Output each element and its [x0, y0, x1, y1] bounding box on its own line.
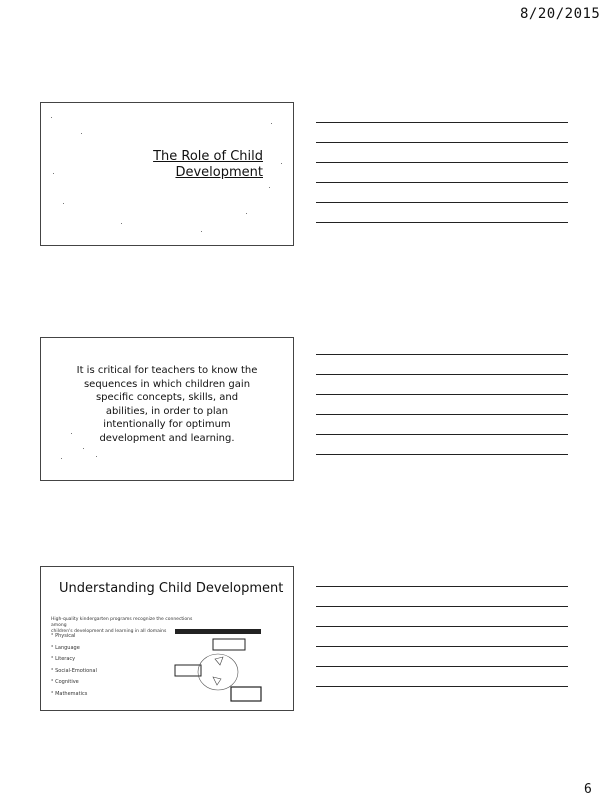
domain-item: ° Cognitive: [51, 677, 97, 689]
domain-item: ° Social-Emotional: [51, 666, 97, 678]
slide-1-title-line-1: The Role of Child: [153, 149, 263, 164]
notes-lines-3: [316, 586, 568, 706]
page-date: 8/20/2015: [520, 6, 601, 22]
domain-list: [51, 631, 97, 700]
quote-line: specific concepts, skills, and: [95, 392, 239, 403]
slide-2: [40, 337, 294, 481]
slide-3-title: Understanding Child Development: [59, 581, 284, 596]
slide-1-title-line-2: Development: [175, 165, 263, 180]
intro-line: children's development and learning in all domains: [51, 629, 167, 634]
domains-diagram: [173, 627, 263, 707]
quote-line: intentionally for optimum: [103, 419, 231, 430]
intro-line: High-quality kindergarten programs recognize the connections among: [51, 617, 193, 628]
domain-item: ° Mathematics: [51, 689, 97, 701]
slide-1-title: [153, 149, 263, 181]
quote-line: sequences in which children gain: [83, 378, 251, 390]
slide-2-quote: [61, 364, 273, 445]
domain-item: ° Literacy: [51, 654, 97, 666]
notes-lines-2: [316, 354, 568, 474]
quote-line: development and learning.: [99, 432, 235, 444]
domain-item: ° Language: [51, 643, 97, 655]
quote-line: It is critical for teachers to know the: [76, 365, 258, 376]
slide-3: [40, 566, 294, 711]
slide-1: [40, 102, 294, 246]
domain-item: ° Physical: [51, 631, 97, 643]
quote-line: abilities, in order to plan: [105, 405, 229, 417]
page-number: 6: [584, 782, 592, 797]
notes-lines-1: [316, 122, 568, 242]
